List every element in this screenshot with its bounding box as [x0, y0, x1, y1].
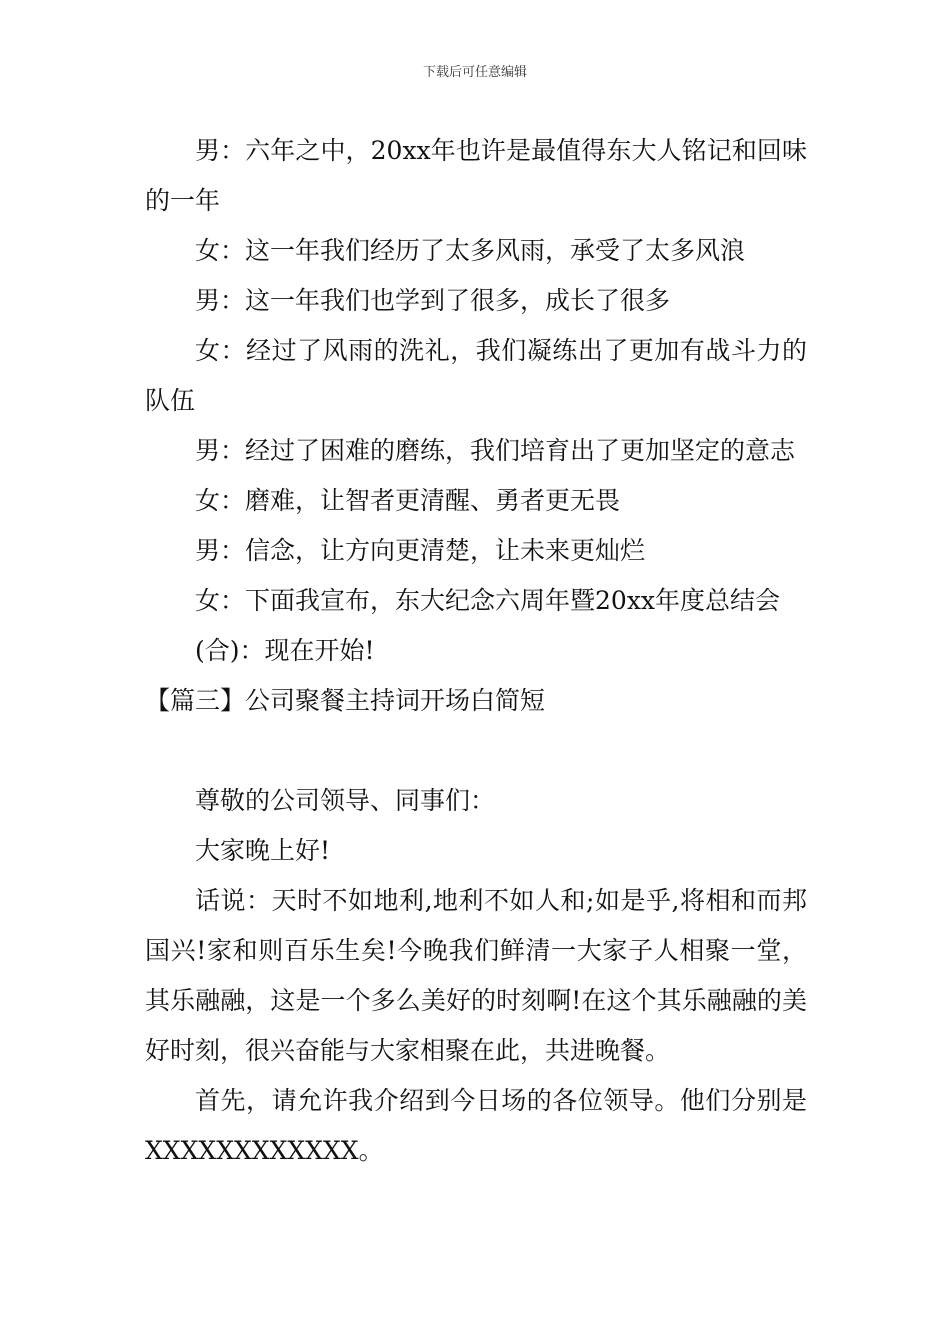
speech-paragraph: 首先，请允许我介绍到今日场的各位领导。他们分别是XXXXXXXXXXXX。: [145, 1086, 807, 1165]
speech-paragraph: 话说：天时不如地利,地利不如人和;如是乎,将相和而邦国兴!家和则百乐生矣!今晚我们鲜清一大家子人相聚一堂，其乐融融，这是一个多么美好的时刻啊!在这个其乐融融的美好时刻，很兴奋能与大家相聚在此，共进晚餐。: [145, 886, 807, 1065]
document-body: [145, 126, 807, 1176]
section-heading: 【篇三】公司聚餐主持词开场白简短: [145, 686, 546, 715]
dialogue-line: 女：磨难，让智者更清醒、勇者更无畏: [195, 486, 621, 515]
dialogue-line: 女：这一年我们经历了太多风雨，承受了太多风浪: [195, 236, 746, 265]
page-header-note: 下载后可任意编辑: [422, 65, 527, 80]
dialogue-line: 男：经过了困难的磨练，我们培育出了更加坚定的意志: [195, 436, 796, 465]
dialogue-line: 男：信念，让方向更清楚，让未来更灿烂: [195, 536, 646, 565]
dialogue-line: 男：六年之中，20xx年也许是最值得东大人铭记和回味的一年: [145, 136, 807, 215]
speech-paragraph: 尊敬的公司领导、同事们：: [195, 786, 496, 815]
dialogue-line: 女：经过了风雨的洗礼，我们凝练出了更加有战斗力的队伍: [145, 336, 807, 415]
blank-line: [145, 726, 807, 776]
speech-paragraph: 大家晚上好!: [195, 836, 331, 865]
dialogue-line: 男：这一年我们也学到了很多，成长了很多: [195, 286, 671, 315]
dialogue-line: (合)：现在开始!: [195, 636, 375, 665]
dialogue-line: 女：下面我宣布，东大纪念六周年暨20xx年度总结会: [195, 586, 781, 615]
